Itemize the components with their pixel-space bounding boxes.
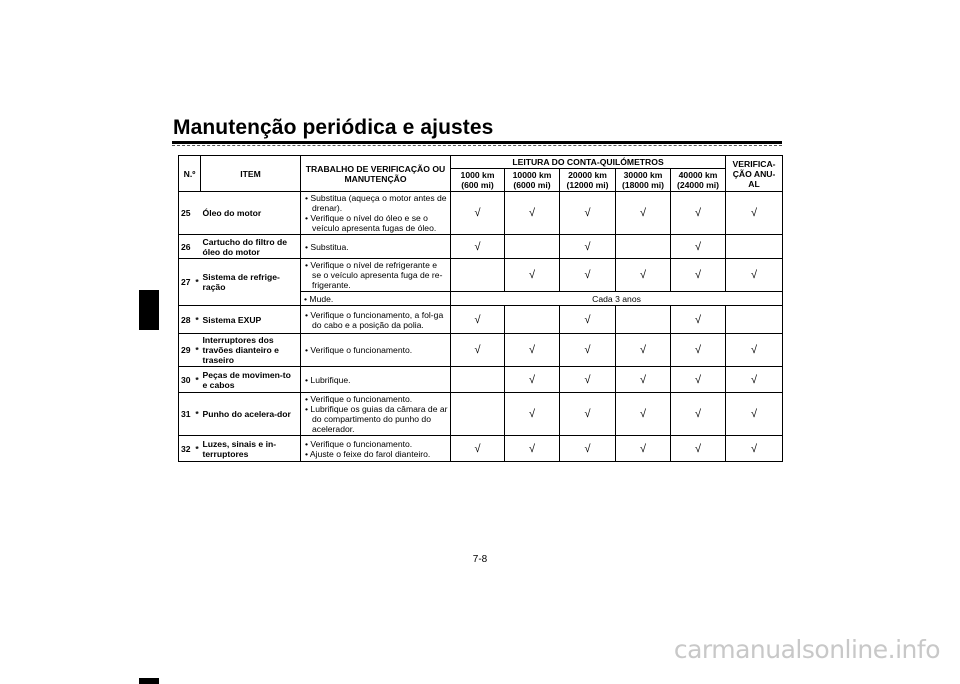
check-cell: √	[505, 367, 560, 393]
table-row	[179, 393, 783, 436]
check-cell: √	[451, 192, 505, 235]
check-cell: √	[560, 192, 616, 235]
row-work	[301, 334, 451, 367]
check-cell: √	[505, 192, 560, 235]
check-cell: √	[616, 192, 671, 235]
row-number: 25	[179, 192, 194, 235]
row-item: Cartucho do filtro de óleo do motor	[201, 235, 301, 259]
row-item: Sistema EXUP	[201, 306, 301, 334]
table-row	[179, 259, 783, 292]
header-annual: VERIFICA-ÇÃO ANU-AL	[726, 156, 783, 192]
row-item: Óleo do motor	[201, 192, 301, 235]
row-item: Luzes, sinais e in-terruptores	[201, 436, 301, 462]
check-cell: √	[671, 259, 726, 292]
row-work	[301, 367, 451, 393]
row-work	[301, 436, 451, 462]
row-star: *	[194, 334, 201, 367]
row-star: *	[194, 259, 201, 306]
work-line: • Lubrifique.	[305, 374, 351, 385]
check-cell: √	[726, 393, 783, 436]
header-mi-value: (18000 mi)	[621, 180, 665, 190]
row-number: 30	[179, 367, 194, 393]
table-row	[179, 192, 783, 235]
work-line: • Verifique o nível de refrigerante e se o veículo apresenta fuga de re-frigerante.	[305, 260, 443, 290]
page-number: 7-8	[472, 554, 488, 565]
row-number: 27	[179, 259, 194, 306]
check-cell: √	[451, 334, 505, 367]
check-cell: √	[671, 235, 726, 259]
row-star: *	[194, 367, 201, 393]
check-cell: √	[560, 367, 616, 393]
check-cell: √	[616, 334, 671, 367]
check-cell: √	[505, 334, 560, 367]
header-work: TRABALHO DE VERIFICAÇÃO OU MANUTENÇÃO	[301, 156, 451, 192]
row-work	[301, 235, 451, 259]
row-star: *	[194, 436, 201, 462]
header-km-value: 40000 km	[678, 170, 718, 180]
header-no: N.º	[179, 156, 201, 192]
check-cell: √	[616, 259, 671, 292]
table-row	[179, 235, 783, 259]
check-cell: √	[726, 192, 783, 235]
check-cell: √	[671, 306, 726, 334]
interval-cell: Cada 3 anos	[451, 292, 783, 306]
work-line: • Verifique o nível do óleo e se o veículo apresenta fugas de óleo.	[305, 213, 437, 233]
check-cell	[451, 393, 505, 436]
row-number: 32	[179, 436, 194, 462]
check-cell: √	[560, 436, 616, 462]
row-work: • Mude.	[301, 292, 451, 306]
check-cell	[451, 259, 505, 292]
check-cell: √	[560, 306, 616, 334]
check-cell: √	[671, 367, 726, 393]
work-line: • Ajuste o feixe do farol dianteiro.	[305, 448, 431, 459]
check-cell: √	[726, 259, 783, 292]
check-cell: √	[671, 393, 726, 436]
header-mi-value: (24000 mi)	[677, 180, 720, 190]
row-item: Sistema de refrige-ração	[201, 259, 301, 306]
check-cell: √	[616, 436, 671, 462]
check-cell: √	[671, 334, 726, 367]
header-km-4	[671, 169, 726, 192]
row-number: 26	[179, 235, 194, 259]
row-star	[194, 192, 201, 235]
title-rule	[172, 141, 782, 144]
header-odometer: LEITURA DO CONTA-QUILÓMETROS	[451, 156, 726, 169]
header-km-value: 20000 km	[568, 170, 607, 180]
row-star: *	[194, 393, 201, 436]
header-mi-value: (12000 mi)	[566, 180, 609, 190]
row-number: 31	[179, 393, 194, 436]
page-title: Manutenção periódica e ajustes	[173, 116, 494, 139]
header-km-3	[616, 169, 671, 192]
table-row	[179, 436, 783, 462]
check-cell: √	[671, 192, 726, 235]
check-cell: √	[505, 393, 560, 436]
title-dotted-rule	[172, 145, 782, 146]
check-cell: √	[451, 306, 505, 334]
check-cell: √	[726, 334, 783, 367]
check-cell: √	[616, 393, 671, 436]
row-star: *	[194, 306, 201, 334]
check-cell	[726, 235, 783, 259]
header-km-0	[451, 169, 505, 192]
check-cell: √	[671, 436, 726, 462]
check-cell	[505, 235, 560, 259]
check-cell	[505, 306, 560, 334]
row-number: 28	[179, 306, 194, 334]
check-cell	[616, 235, 671, 259]
row-item: Interruptores dos travões dianteiro e traseiro	[201, 334, 301, 367]
work-line: • Verifique o funcionamento, a fol-ga do cabo e a posição da polia.	[305, 309, 444, 330]
check-cell	[451, 367, 505, 393]
check-cell: √	[505, 436, 560, 462]
check-cell: √	[560, 393, 616, 436]
row-work	[301, 192, 451, 235]
header-km-2	[560, 169, 616, 192]
check-cell: √	[726, 436, 783, 462]
header-item: ITEM	[201, 156, 301, 192]
row-item: Peças de movimen-to e cabos	[201, 367, 301, 393]
work-line: • Verifique o funcionamento.	[305, 394, 413, 404]
table-row	[179, 306, 783, 334]
work-line: • Substitua (aqueça o motor antes de drenar).	[305, 193, 447, 213]
maintenance-table	[178, 155, 783, 462]
check-cell: √	[451, 235, 505, 259]
row-item: Punho do acelera-dor	[201, 393, 301, 436]
check-cell: √	[451, 436, 505, 462]
row-star	[194, 235, 201, 259]
check-cell	[726, 306, 783, 334]
work-line: • Lubrifique os guias da câmara de ar do compartimento do punho do acelerador.	[305, 404, 448, 434]
table-row	[179, 367, 783, 393]
check-cell: √	[560, 334, 616, 367]
header-km-value: 1000 km	[460, 170, 495, 180]
check-cell: √	[616, 367, 671, 393]
watermark: carmanualsonline.info	[673, 635, 940, 664]
row-work	[301, 259, 451, 292]
check-cell: √	[560, 259, 616, 292]
row-work	[301, 306, 451, 334]
work-line: • Verifique o funcionamento.	[305, 438, 413, 449]
header-km-value: 10000 km	[512, 170, 552, 180]
header-mi-value: (600 mi)	[461, 180, 494, 190]
header-km-value: 30000 km	[623, 170, 663, 180]
check-cell: √	[726, 367, 783, 393]
table-row	[179, 334, 783, 367]
check-cell	[616, 306, 671, 334]
work-line: • Substitua.	[305, 241, 349, 252]
header-km-1	[505, 169, 560, 192]
row-number: 29	[179, 334, 194, 367]
work-line: • Verifique o funcionamento.	[305, 345, 413, 355]
header-mi-value: (6000 mi)	[513, 180, 551, 190]
check-cell: √	[505, 259, 560, 292]
check-cell: √	[560, 235, 616, 259]
row-work	[301, 393, 451, 436]
